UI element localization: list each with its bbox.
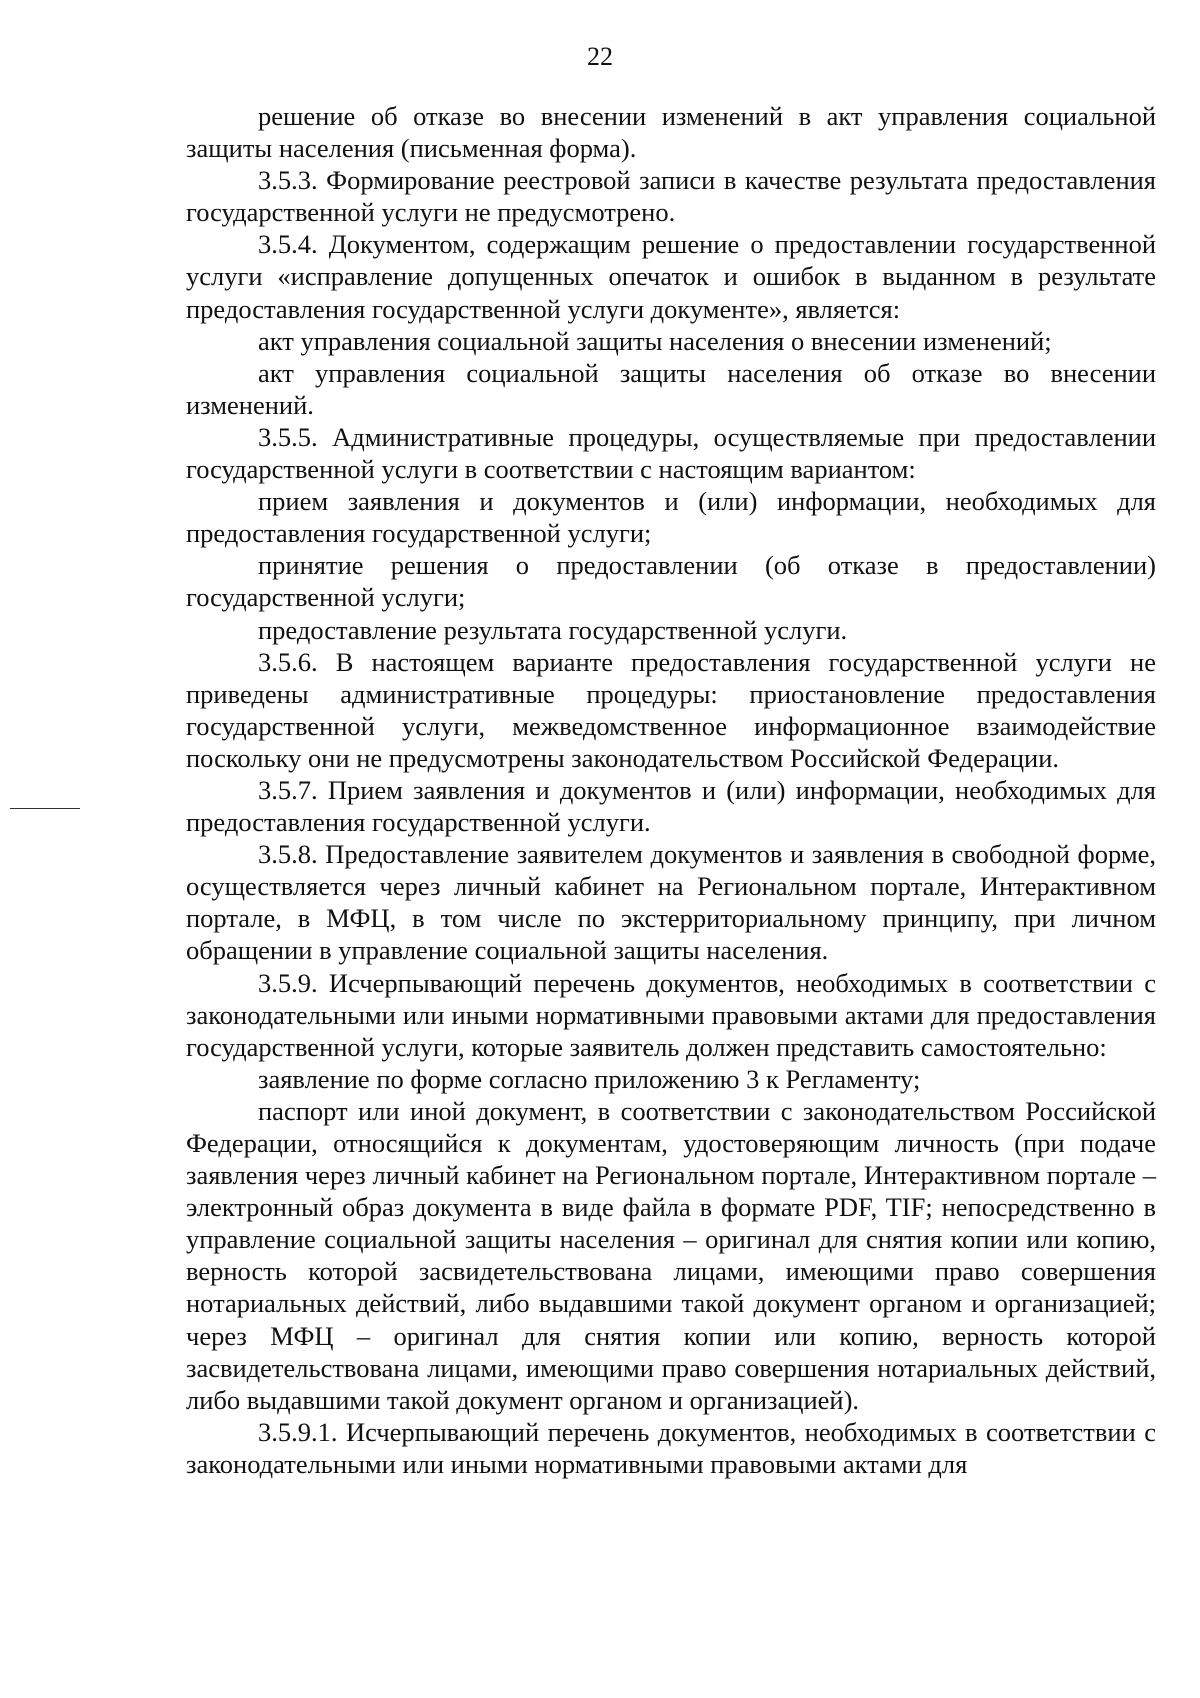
paragraph-act-refusal: акт управления социальной защиты населения об отказе во внесении изменений. xyxy=(186,357,1156,420)
paragraph-3-5-5: 3.5.5. Административные процедуры, осуществляемые при предоставлении государственной услуги в соответствии с настоящим вариантом: xyxy=(186,421,1156,485)
paragraph-passport: паспорт или иной документ, в соответствии с законодательством Российской Федерации, относящийся к документам, удостоверяющим личность (при подаче заявления через личный кабинет на Региональном портале, Интерактивном портале – электронный образ документа в виде файла в формате PDF, TIF; непосредственно в управление социальной защиты населения – оригинал для снятия копии или копию, верность которой засвидетельствована лицами, имеющими право совершения нотариальных действий, либо выдавшими такой документ органом и организацией; через МФЦ – оригинал для снятия копии или копию, верность которой засвидетельствована лицами, имеющими право совершения нотариальных действий, либо выдавшими такой документ органом и организацией). xyxy=(186,1095,1156,1415)
margin-line-mark xyxy=(10,808,80,809)
paragraph-act-changes: акт управления социальной защиты населения о внесении изменений; xyxy=(258,325,1052,356)
document-body xyxy=(186,100,1156,1480)
page-number: 22 xyxy=(587,42,613,71)
paragraph-procedure-result: предоставление результата государственной услуги. xyxy=(258,614,848,645)
paragraph-3-5-8: 3.5.8. Предоставление заявителем документов и заявления в свободной форме, осуществляется через личный кабинет на Региональном портале, Интерактивном портале, в МФЦ, в том числе по экстерриториальному принципу, при личном обращении в управление социальной защиты населения. xyxy=(186,839,1156,966)
paragraph-3-5-9: 3.5.9. Исчерпывающий перечень документов, необходимых в соответствии с законодательными или иными нормативными правовыми актами для предоставления государственной услуги, которые заявитель должен представить самостоятельно: xyxy=(186,967,1156,1062)
paragraph-procedure-decision: принятие решения о предоставлении (об отказе в предоставлении) государственной услуги; xyxy=(186,550,1156,613)
paragraph-3-5-4: 3.5.4. Документом, содержащим решение о предоставлении государственной услуги «исправление допущенных опечаток и ошибок в выданном в результате предоставления государственной услуги документе», является: xyxy=(186,229,1156,324)
paragraph-3-5-7: 3.5.7. Прием заявления и документов и (или) информации, необходимых для предоставления государственной услуги. xyxy=(186,774,1156,838)
paragraph-refusal-decision: решение об отказе во внесении изменений в акт управления социальной защиты населения (письменная форма). xyxy=(186,101,1156,164)
paragraph-procedure-receipt: прием заявления и документов и (или) информации, необходимых для предоставления государственной услуги; xyxy=(186,486,1156,549)
paragraph-application-form: заявление по форме согласно приложению 3 к Регламенту; xyxy=(258,1063,921,1094)
paragraph-3-5-9-1: 3.5.9.1. Исчерпывающий перечень документов, необходимых в соответствии с законодательными или иными нормативными правовыми актами для xyxy=(186,1416,1156,1479)
paragraph-3-5-6: 3.5.6. В настоящем варианте предоставления государственной услуги не приведены административные процедуры: приостановление предоставления государственной услуги, межведомственное информационное взаимодействие поскольку они не предусмотрены законодательством Российской Федерации. xyxy=(186,646,1156,773)
paragraph-3-5-3: 3.5.3. Формирование реестровой записи в качестве результата предоставления государственной услуги не предусмотрено. xyxy=(186,165,1156,228)
